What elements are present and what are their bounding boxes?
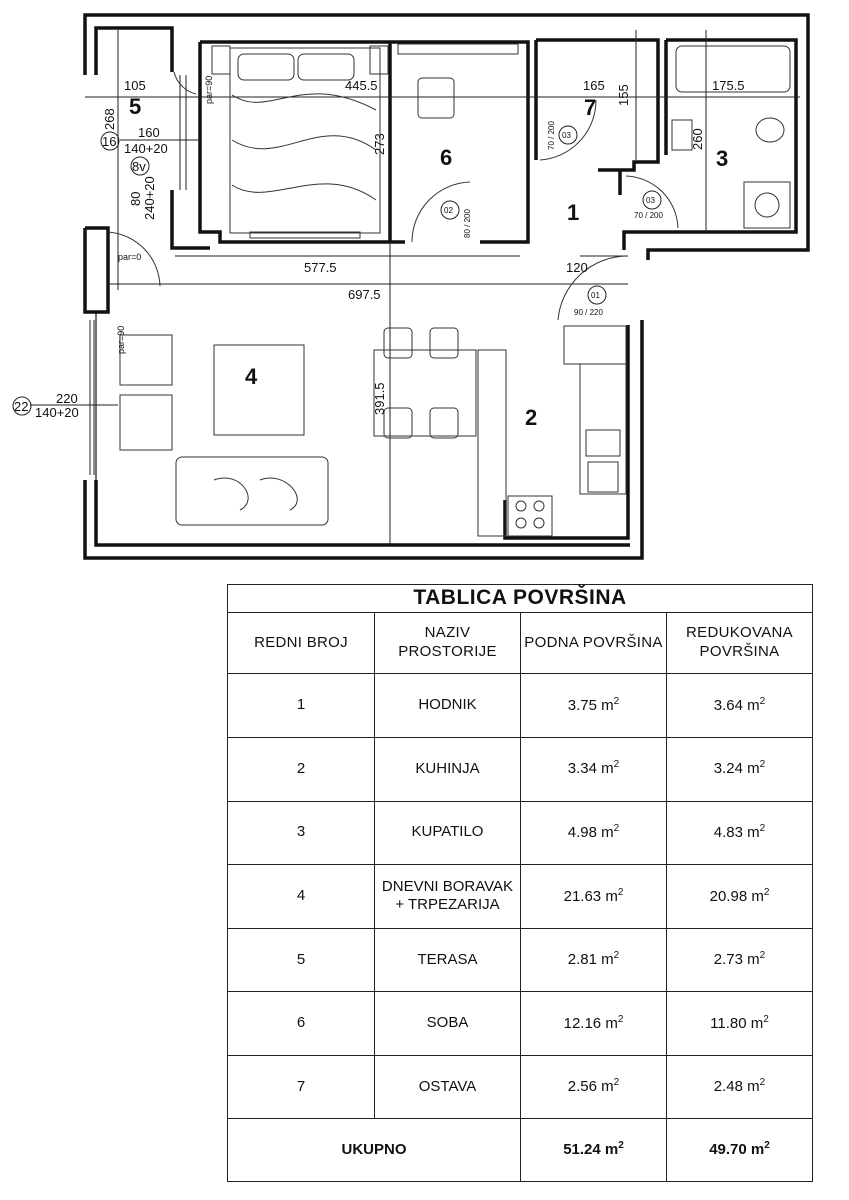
walls (85, 15, 808, 558)
svg-text:8v: 8v (132, 159, 146, 174)
dim-165: 165 (583, 78, 605, 93)
row-room-name: DNEVNI BORAVAK + TRPEZARIJA (375, 865, 521, 929)
window-tag-16 (101, 132, 119, 150)
table-title: TABLICA POVRŠINA (228, 585, 813, 613)
dim-175-5: 175.5 (712, 78, 745, 93)
room-number-3: 3 (716, 146, 729, 171)
par-0: par=0 (118, 252, 142, 262)
dim-140-20-a: 140+20 (124, 141, 168, 156)
room-number-1: 1 (567, 200, 580, 225)
svg-text:01: 01 (591, 291, 600, 300)
door-tag-01 (574, 286, 606, 317)
table-row (228, 1055, 813, 1119)
bed (212, 46, 388, 238)
total-row (228, 1119, 813, 1182)
room-number-6: 6 (440, 145, 453, 170)
table-row (228, 928, 813, 992)
dim-577-5: 577.5 (304, 260, 337, 275)
row-floor-area: 4.98 $m^2$ (521, 801, 667, 865)
row-room-name: HODNIK (375, 674, 521, 738)
dim-391-5: 391.5 (372, 382, 387, 415)
total-reduced: 49.70 $m^2$ (667, 1119, 813, 1182)
row-floor-area: 21.63 $m^2$ (521, 865, 667, 929)
dim-240-20: 240+20 (142, 176, 157, 220)
svg-text:03: 03 (562, 131, 571, 140)
row-room-name: KUPATILO (375, 801, 521, 865)
header-redni-broj: REDNI BROJ (228, 612, 375, 674)
living-furniture (120, 326, 626, 536)
area-table (227, 584, 813, 1182)
table-row (228, 992, 813, 1056)
dim-120: 120 (566, 260, 588, 275)
table-row (228, 801, 813, 865)
total-floor: 51.24 $m^2$ (521, 1119, 667, 1182)
dim-268: 268 (102, 108, 117, 130)
row-floor-area: 2.56 $m^2$ (521, 1055, 667, 1119)
total-label: UKUPNO (228, 1119, 521, 1182)
row-reduced-area: 20.98 $m^2$ (667, 865, 813, 929)
svg-text:22: 22 (14, 399, 29, 414)
header-podna: PODNA POVRŠINA (521, 612, 667, 674)
row-number: 5 (228, 928, 375, 992)
row-number: 1 (228, 674, 375, 738)
header-redukovana: REDUKOVANA POVRŠINA (667, 612, 813, 674)
dim-260: 260 (690, 128, 705, 150)
row-number: 3 (228, 801, 375, 865)
row-number: 2 (228, 738, 375, 802)
row-reduced-area: 2.73 $m^2$ (667, 928, 813, 992)
door-tag-03-a (547, 121, 577, 150)
floor-plan (0, 0, 849, 575)
row-reduced-area: 3.64 $m^2$ (667, 674, 813, 738)
row-room-name: SOBA (375, 992, 521, 1056)
row-number: 7 (228, 1055, 375, 1119)
par-90-top: par=90 (204, 75, 214, 104)
svg-text:70 / 200: 70 / 200 (634, 211, 663, 220)
svg-text:80 / 200: 80 / 200 (463, 209, 472, 238)
window-tag-22 (13, 397, 31, 415)
room-number-7: 7 (584, 95, 597, 120)
table-row (228, 738, 813, 802)
dim-160: 160 (138, 125, 160, 140)
table-row (228, 865, 813, 929)
room6-furniture (398, 44, 518, 118)
svg-text:02: 02 (444, 206, 453, 215)
row-number: 4 (228, 865, 375, 929)
door-tag-03-b (634, 191, 663, 220)
row-reduced-area: 11.80 $m^2$ (667, 992, 813, 1056)
window-tag-8v (131, 157, 149, 175)
dim-220: 220 (56, 391, 78, 406)
dim-697-5: 697.5 (348, 287, 381, 302)
door-tag-02 (441, 201, 472, 238)
dim-80: 80 (128, 191, 143, 206)
table-body (228, 674, 813, 1119)
row-floor-area: 3.34 $m^2$ (521, 738, 667, 802)
row-reduced-area: 3.24 $m^2$ (667, 738, 813, 802)
room-number-5: 5 (129, 94, 142, 119)
row-floor-area: 3.75 $m^2$ (521, 674, 667, 738)
row-reduced-area: 4.83 $m^2$ (667, 801, 813, 865)
row-number: 6 (228, 992, 375, 1056)
room-number-2: 2 (525, 405, 538, 430)
row-floor-area: 2.81 $m^2$ (521, 928, 667, 992)
svg-text:16: 16 (102, 134, 117, 149)
room-number-4: 4 (245, 364, 258, 389)
dim-155: 155 (616, 84, 631, 106)
par-90-bottom: par=90 (116, 325, 126, 354)
row-reduced-area: 2.48 $m^2$ (667, 1055, 813, 1119)
row-room-name: KUHINJA (375, 738, 521, 802)
dim-445-5: 445.5 (345, 78, 378, 93)
svg-text:70 / 200: 70 / 200 (547, 121, 556, 150)
dim-273: 273 (372, 133, 387, 155)
svg-text:90 / 220: 90 / 220 (574, 308, 603, 317)
row-room-name: OSTAVA (375, 1055, 521, 1119)
dim-105: 105 (124, 78, 146, 93)
header-naziv: NAZIV PROSTORIJE (375, 612, 521, 674)
guide-lines (30, 30, 800, 545)
row-room-name: TERASA (375, 928, 521, 992)
table-row (228, 674, 813, 738)
svg-text:03: 03 (646, 196, 655, 205)
dim-140-20-b: 140+20 (35, 405, 79, 420)
row-floor-area: 12.16 $m^2$ (521, 992, 667, 1056)
